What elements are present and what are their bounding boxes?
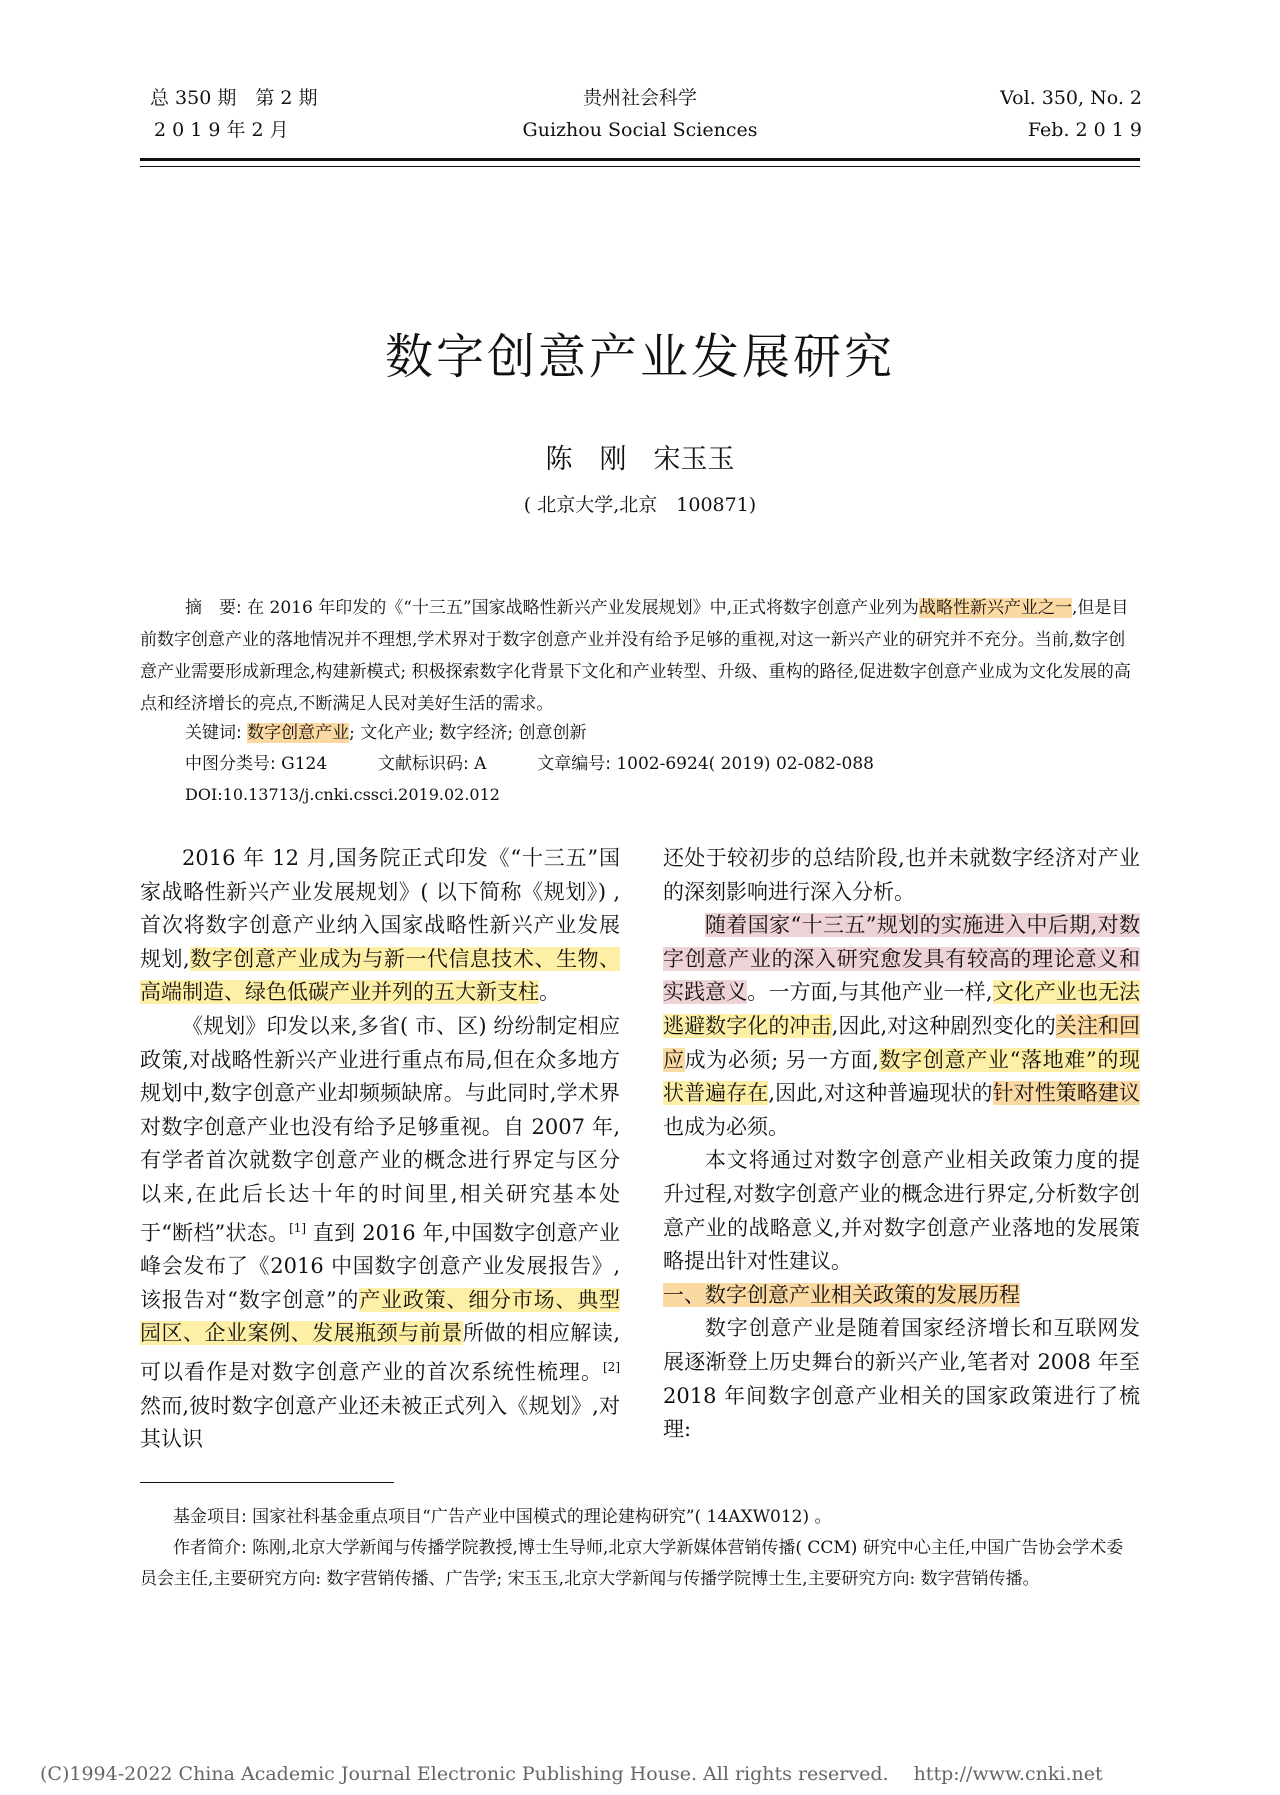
fund-label: 基金项目:: [173, 1507, 247, 1527]
author-bio-text: 陈刚,北京大学新闻与传播学院教授,博士生导师,北京大学新媒体营销传播( CCM) 研究中心主任,中国广告协会学术委员会主任,主要研究方向: 数字营销传播、广告学; 宋玉玉,北京大学新闻与传播学院博士生,主要研究方向: 数字营销传播。: [140, 1538, 1124, 1589]
paragraph-2-text: 《规划》印发以来,多省( 市、区) 纷纷制定相应政策,对战略性新兴产业进行重点布局,但在众多地方规划中,数字创意产业却频频缺席。与此同时,学术界对数字创意产业也没有给予足够重视。自 2007 年,有学者首次就数字创意产业的概念进行界定与区分以来,在此后长达十年的时间里,相关研究基本处于“断档”状态。: [140, 1013, 620, 1245]
author-bio-label: 作者简介:: [173, 1538, 247, 1558]
paragraph-2-text-d: 然而,彼时数字创意产业还未被正式列入《规划》,对其认识: [140, 1393, 620, 1452]
classification-line: [185, 749, 874, 779]
footnotes: [140, 1502, 1140, 1595]
doi: DOI:10.13713/j.cnki.cssci.2019.02.012: [185, 785, 500, 804]
issue-number: 总 350 期 第 2 期: [150, 87, 318, 109]
clc-value: G124: [281, 754, 328, 774]
keywords: [185, 718, 587, 748]
fund-note: [140, 1502, 1140, 1533]
paragraph-continued: 还处于较初步的总结阶段,也并未就数字经济对产业的深刻影响进行深入分析。: [663, 846, 1140, 904]
paragraph-3: [663, 909, 1140, 1144]
citation-ref-2[interactable]: [2]: [603, 1359, 620, 1374]
copyright-notice: (C)1994-2022 China Academic Journal Electronic Publishing House. All rights reserved. http://www.cnki.net: [40, 1763, 1103, 1785]
paragraph-3-text-d: ,因此,对这种普遍现状的: [768, 1081, 993, 1106]
abstract: [140, 592, 1140, 720]
abstract-highlight: 战略性新兴产业之一: [919, 598, 1072, 618]
volume-info: [1000, 82, 1142, 146]
paragraph-1-text: 2016 年 12 月,国务院正式印发《“十三五”国家战略性新兴产业发展规划》( 以下简称《规划》) ,首次将数字创意产业纳入国家战略性新兴产业发展规划,: [140, 846, 620, 971]
paragraph-3-highlight-1: 随着国家“十三五”规划的实施进入中后期,对数字创意产业的深入研究愈发具有较高的理论意义和实践意义: [663, 913, 1140, 1005]
header-rule-thin: [140, 166, 1140, 167]
abstract-label: 摘 要:: [185, 598, 242, 618]
article-number-label: 文章编号:: [537, 754, 611, 774]
clc-label: 中图分类号:: [185, 754, 276, 774]
body-right-column: [663, 842, 1140, 1447]
citation-ref-1[interactable]: [1]: [289, 1220, 307, 1235]
journal-issue-info: [150, 82, 318, 146]
keywords-label: 关键词:: [185, 723, 242, 743]
paragraph-3-text-b: ,因此,对这种剧烈变化的: [831, 1013, 1056, 1038]
abstract-text-2: ,但是目前数字创意产业的落地情况并不理想,学术界对于数字创意产业并没有给予足够的重视,对这一新兴产业的研究并不充分。当前,数字创意产业需要形成新理念,构建新模式; 积极探索数字化背景下文化和产业转型、升级、重构的路径,促进数字创意产业成为文化发展的高点和经济增长的亮点,不断满足人民对美好生活的需求。: [140, 598, 1131, 714]
section-heading-1: [663, 1279, 1140, 1313]
paragraph-3-text-e: 也成为必须。: [663, 1114, 789, 1139]
issue-date: 2 0 1 9 年 2 月: [154, 119, 289, 141]
paragraph-3-text-a: 。一方面,与其他产业一样,: [747, 980, 993, 1005]
fund-text: 国家社科基金重点项目“广告产业中国模式的理论建构研究”( 14AXW012) 。: [246, 1507, 832, 1527]
paragraph-2-text-b: 直到 2016 年,中国数字创意产业峰会发布了《2016 中国数字创意产业发展报告》,该报告对“数字创意”的: [140, 1220, 620, 1312]
paragraph-2: [140, 1010, 620, 1457]
keyword-highlight: 数字创意产业: [247, 723, 350, 743]
doc-code-value: A: [474, 754, 487, 774]
paragraph-3-text-c: 成为必须; 另一方面,: [684, 1047, 879, 1072]
paragraph-1-highlight: 数字创意产业成为与新一代信息技术、生物、高端制造、绿色低碳产业并列的五大新支柱: [140, 946, 621, 1005]
header-rule-thick: [140, 158, 1140, 161]
abstract-text-1: 在 2016 年印发的《“十三五”国家战略性新兴产业发展规划》中,正式将数字创意产业列为: [247, 598, 919, 618]
body-left-column: [140, 842, 620, 1457]
section-heading-text: 一、数字创意产业相关政策的发展历程: [663, 1282, 1020, 1307]
journal-name-cn: 贵州社会科学: [582, 87, 697, 109]
keywords-rest: ; 文化产业; 数字经济; 创意创新: [349, 723, 587, 743]
author-affiliation: ( 北京大学,北京 100871): [523, 494, 757, 516]
author-note: [140, 1533, 1140, 1595]
journal-name-en: Guizhou Social Sciences: [522, 119, 758, 141]
paragraph-3-highlight-5: 针对性策略建议: [992, 1081, 1141, 1106]
volume-number: Vol. 350, No. 2: [1000, 87, 1142, 109]
doc-code-label: 文献标识码:: [377, 754, 469, 774]
paragraph-4: 本文将通过对数字创意产业相关政策力度的提升过程,对数字创意产业的概念进行界定,分析数字创意产业的战略意义,并对数字创意产业落地的发展策略提出针对性建议。: [663, 1148, 1140, 1274]
paragraph-2-text-c: 所做的相应解读,可以看作是对数字创意产业的首次系统性梳理。: [140, 1321, 620, 1384]
journal-name: [480, 82, 800, 146]
paper-authors: 陈 刚 宋玉玉: [545, 444, 735, 475]
paragraph-5: 数字创意产业是随着国家经济增长和互联网发展逐渐登上历史舞台的新兴产业,笔者对 2008 年至 2018 年间数字创意产业相关的国家政策进行了梳理:: [663, 1316, 1140, 1442]
paragraph-1: [140, 842, 620, 1010]
paragraph-1-end: 。: [539, 980, 560, 1005]
paragraph-3-highlight-2: 文化产业也无法逃避数字化的冲击: [663, 980, 1141, 1038]
volume-date: Feb. 2 0 1 9: [1027, 119, 1142, 141]
paragraph-3-highlight-4: 数字创意产业“落地难”的现状普遍存在: [663, 1047, 1140, 1106]
paragraph-3-highlight-3: 关注和回应: [663, 1013, 1141, 1072]
article-number-value: 1002-6924( 2019) 02-082-088: [616, 754, 874, 774]
paragraph-2-highlight: 产业政策、细分市场、典型园区、企业案例、发展瓶颈与前景: [140, 1287, 620, 1346]
paper-title: 数字创意产业发展研究: [384, 329, 895, 385]
footnote-rule: [140, 1482, 394, 1483]
